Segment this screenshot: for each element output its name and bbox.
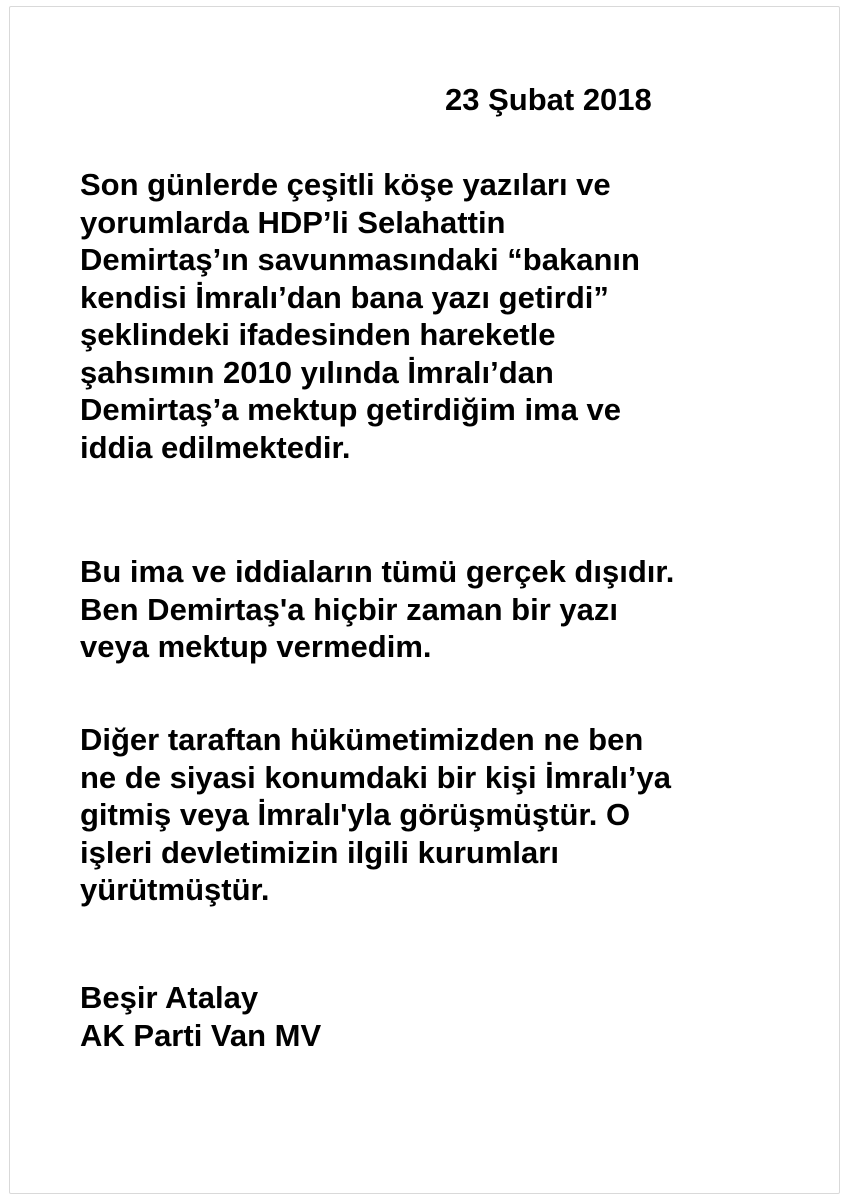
text-line: Demirtaş’ın savunmasındaki “bakanın (80, 242, 640, 277)
text-line: iddia edilmektedir. (80, 429, 351, 465)
paragraph-government (80, 721, 671, 909)
text-line: yorumlarda HDP’li Selahattin (80, 204, 506, 240)
signature-block (80, 979, 321, 1054)
text-line: işleri devletimizin ilgili kurumları (80, 834, 559, 870)
document-date: 23 Şubat 2018 (445, 82, 652, 117)
text-line: gitmiş veya İmralı'yla görüşmüştür. O (80, 797, 631, 832)
signature-name: Beşir Atalay (80, 980, 259, 1015)
text-line: Diğer taraftan hükümetimizden ne ben (80, 722, 644, 757)
text-line: Ben Demirtaş'a hiçbir zaman bir yazı (80, 591, 619, 627)
text-line: Bu ima ve iddiaların tümü gerçek dışıdır. (80, 554, 675, 589)
text-line: Demirtaş’a mektup getirdiğim ima ve (80, 392, 621, 427)
paragraph-claims (80, 166, 640, 466)
text-line: kendisi İmralı’dan bana yazı getirdi” (80, 279, 609, 315)
text-line: Son günlerde çeşitli köşe yazıları ve (80, 167, 611, 202)
text-line: ne de siyasi konumdaki bir kişi İmralı’ya (80, 759, 671, 795)
signature-title: AK Parti Van MV (80, 1017, 322, 1053)
text-line: şeklindeki ifadesinden hareketle (80, 317, 556, 352)
text-line: yürütmüştür. (80, 872, 270, 907)
text-line: şahsımın 2010 yılında İmralı’dan (80, 354, 554, 390)
paragraph-denial (80, 553, 674, 666)
text-line: veya mektup vermedim. (80, 629, 432, 664)
